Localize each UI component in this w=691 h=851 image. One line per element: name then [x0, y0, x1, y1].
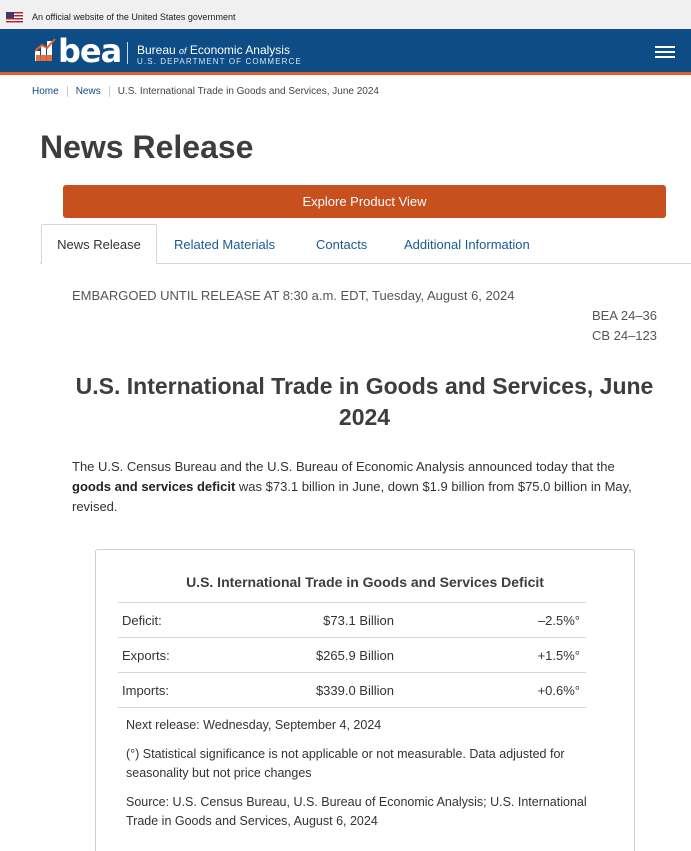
breadcrumb-current: U.S. International Trade in Goods and Services, June 2024 — [117, 86, 379, 97]
table-row — [118, 638, 586, 673]
agency-subtitle: U.S. DEPARTMENT OF COMMERCE — [137, 57, 302, 66]
page-title: News Release — [40, 129, 254, 165]
breadcrumb-home[interactable]: Home — [32, 86, 59, 97]
explore-product-view-button[interactable]: Explore Product View — [63, 185, 666, 218]
tab-contacts[interactable]: Contacts — [316, 236, 368, 252]
bea-logo-chart-icon — [35, 37, 57, 61]
embargo-notice: EMBARGOED UNTIL RELEASE AT 8:30 a.m. EDT, Tuesday, August 6, 2024 — [72, 288, 515, 303]
bea-release-number: BEA 24–36 — [591, 308, 657, 323]
site-header — [0, 29, 691, 75]
tab-related-materials[interactable]: Related Materials — [174, 236, 276, 252]
row-change: +1.5%° — [398, 638, 586, 673]
hamburger-menu-icon[interactable] — [655, 45, 677, 60]
row-change: –2.5%° — [398, 603, 586, 638]
row-label: Deficit: — [118, 603, 248, 638]
tab-additional-information[interactable]: Additional Information — [404, 236, 530, 252]
cb-release-number: CB 24–123 — [591, 328, 657, 343]
us-flag-icon — [6, 12, 23, 23]
row-value: $339.0 Billion — [248, 673, 398, 708]
table-row — [118, 603, 586, 638]
breadcrumb-separator — [67, 86, 68, 97]
summary-box — [95, 549, 635, 851]
breadcrumb-separator — [109, 86, 110, 97]
breadcrumb — [32, 86, 379, 97]
row-value: $265.9 Billion — [248, 638, 398, 673]
tab-news-release[interactable]: News Release — [41, 224, 157, 264]
intro-bold-term: goods and services deficit — [72, 479, 236, 494]
row-change: +0.6%° — [398, 673, 586, 708]
significance-note: (°) Statistical significance is not applicable or not measurable. Data adjusted for seasonality but not price changes — [126, 747, 565, 780]
gov-banner — [0, 0, 691, 29]
release-title: U.S. International Trade in Goods and Services, June 2024 — [75, 373, 654, 430]
summary-title: U.S. International Trade in Goods and Services Deficit — [186, 574, 544, 590]
summary-table — [118, 602, 586, 708]
row-label: Exports: — [118, 638, 248, 673]
source-note: Source: U.S. Census Bureau, U.S. Bureau of Economic Analysis; U.S. International Trade in Goods and Services, August 6, 2024 — [126, 795, 587, 828]
next-release-note: Next release: Wednesday, September 4, 2024 — [126, 718, 382, 732]
row-label: Imports: — [118, 673, 248, 708]
row-value: $73.1 Billion — [248, 603, 398, 638]
logo-divider — [127, 42, 128, 64]
agency-title: Bureau of Economic Analysis — [137, 43, 290, 57]
bea-logo[interactable]: bea — [58, 32, 122, 70]
intro-paragraph: The U.S. Census Bureau and the U.S. Bureau of Economic Analysis announced today that the goods and services deficit was $73.1 billion in June, down $1.9 billion from $75.0 billion in May, revised. — [72, 459, 632, 514]
gov-banner-text: An official website of the United States government — [32, 12, 236, 22]
table-row — [118, 673, 586, 708]
breadcrumb-news[interactable]: News — [75, 86, 101, 97]
